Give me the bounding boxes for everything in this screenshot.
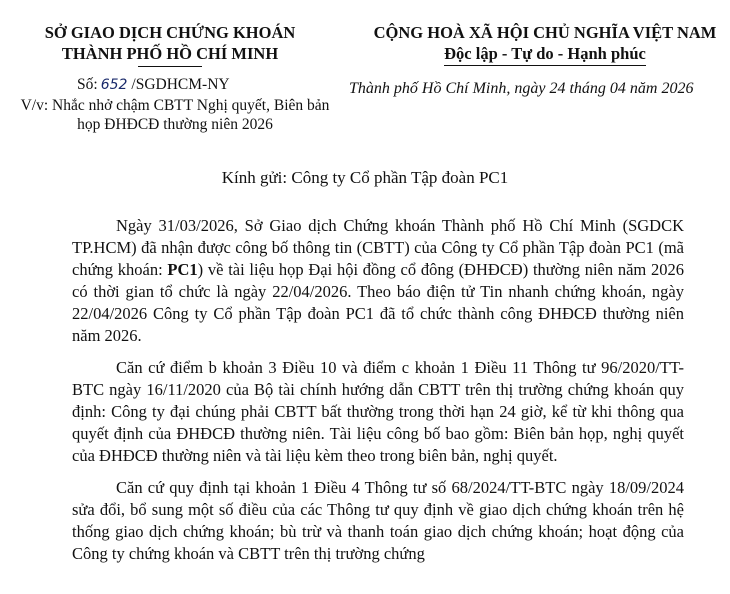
paragraph-1 (72, 215, 684, 347)
doc-number-label: Số: (77, 76, 98, 93)
subject-line2: họp ĐHĐCĐ thường niên 2026 (77, 116, 273, 133)
paragraph-2: Căn cứ điểm b khoản 3 Điều 10 và điểm c khoản 1 Điều 11 Thông tư 96/2020/TT-BTC ngày 16/11/2020 của Bộ tài chính hướng dẫn CBTT trên thị trường chứng khoán quy định: Công ty đại chúng phải CBTT bất thường trong thời hạn 24 giờ, kể từ khi thông qua quyết định của ĐHĐCĐ thường niên. Tài liệu công bố bao gồm: Biên bản họp, nghị quyết của ĐHĐCĐ thường niên và tài liệu kèm theo trong biên bản, nghị quyết. (72, 358, 684, 465)
subject-line1: V/v: Nhắc nhở chậm CBTT Nghị quyết, Biên bản (20, 97, 330, 114)
document-header (0, 14, 730, 164)
agency-name-line2: THÀNH PHỐ HỒ CHÍ MINH (61, 44, 279, 63)
agency-name-line1: SỞ GIAO DỊCH CHỨNG KHOÁN (44, 23, 296, 42)
national-motto: Độc lập - Tự do - Hạnh phúc (444, 43, 646, 66)
paragraph-3: Căn cứ quy định tại khoản 1 Điều 4 Thông tư số 68/2024/TT-BTC ngày 18/09/2024 sửa đổi, bổ sung một số điều của các Thông tư quy định về giao dịch chứng khoán trên hệ thống giao dịch chứng khoán; bù trừ và thanh toán giao dịch chứng khoán; hoạt động của Công ty chứng khoán và CBTT trên thị trường chứng (72, 478, 684, 563)
doc-number-value: 652 (100, 77, 128, 93)
document-subject (10, 96, 340, 134)
national-heading (360, 22, 730, 66)
document-number (77, 75, 230, 95)
paragraph-1-part-a: Ngày 31/03/2026, Sở Giao dịch Chứng khoán Thành phố Hồ Chí Minh (SGDCK TP.HCM) đã nhận được công bố thông tin (CBTT) của Công ty Cổ phần Tập đoàn PC1 (mã chứng khoán: (72, 216, 684, 279)
paragraph-1-part-b: ) về tài liệu họp Đại hội đồng cổ đông (ĐHĐCĐ) thường niên năm 2026 có thời gian tổ chức là ngày 22/04/2026. Theo báo điện tử Tin nhanh chứng khoán, ngày 22/04/2026 Công ty Cổ phần Tập đoàn PC1 đã tổ chức thành công ĐHĐCĐ thường niên năm 2026. (72, 260, 684, 345)
recipient-greeting: Kính gửi: Công ty Cổ phần Tập đoàn PC1 (221, 168, 509, 187)
doc-number-suffix: /SGDHCM-NY (131, 76, 230, 93)
document-date: Thành phố Hồ Chí Minh, ngày 24 tháng 04 năm 2026 (349, 80, 694, 97)
document-body (72, 215, 684, 575)
country-name: CỘNG HOÀ XÃ HỘI CHỦ NGHĨA VIỆT NAM (373, 23, 717, 42)
agency-underline (138, 66, 202, 67)
stock-code: PC1 (167, 260, 198, 279)
issuing-agency (30, 22, 310, 67)
